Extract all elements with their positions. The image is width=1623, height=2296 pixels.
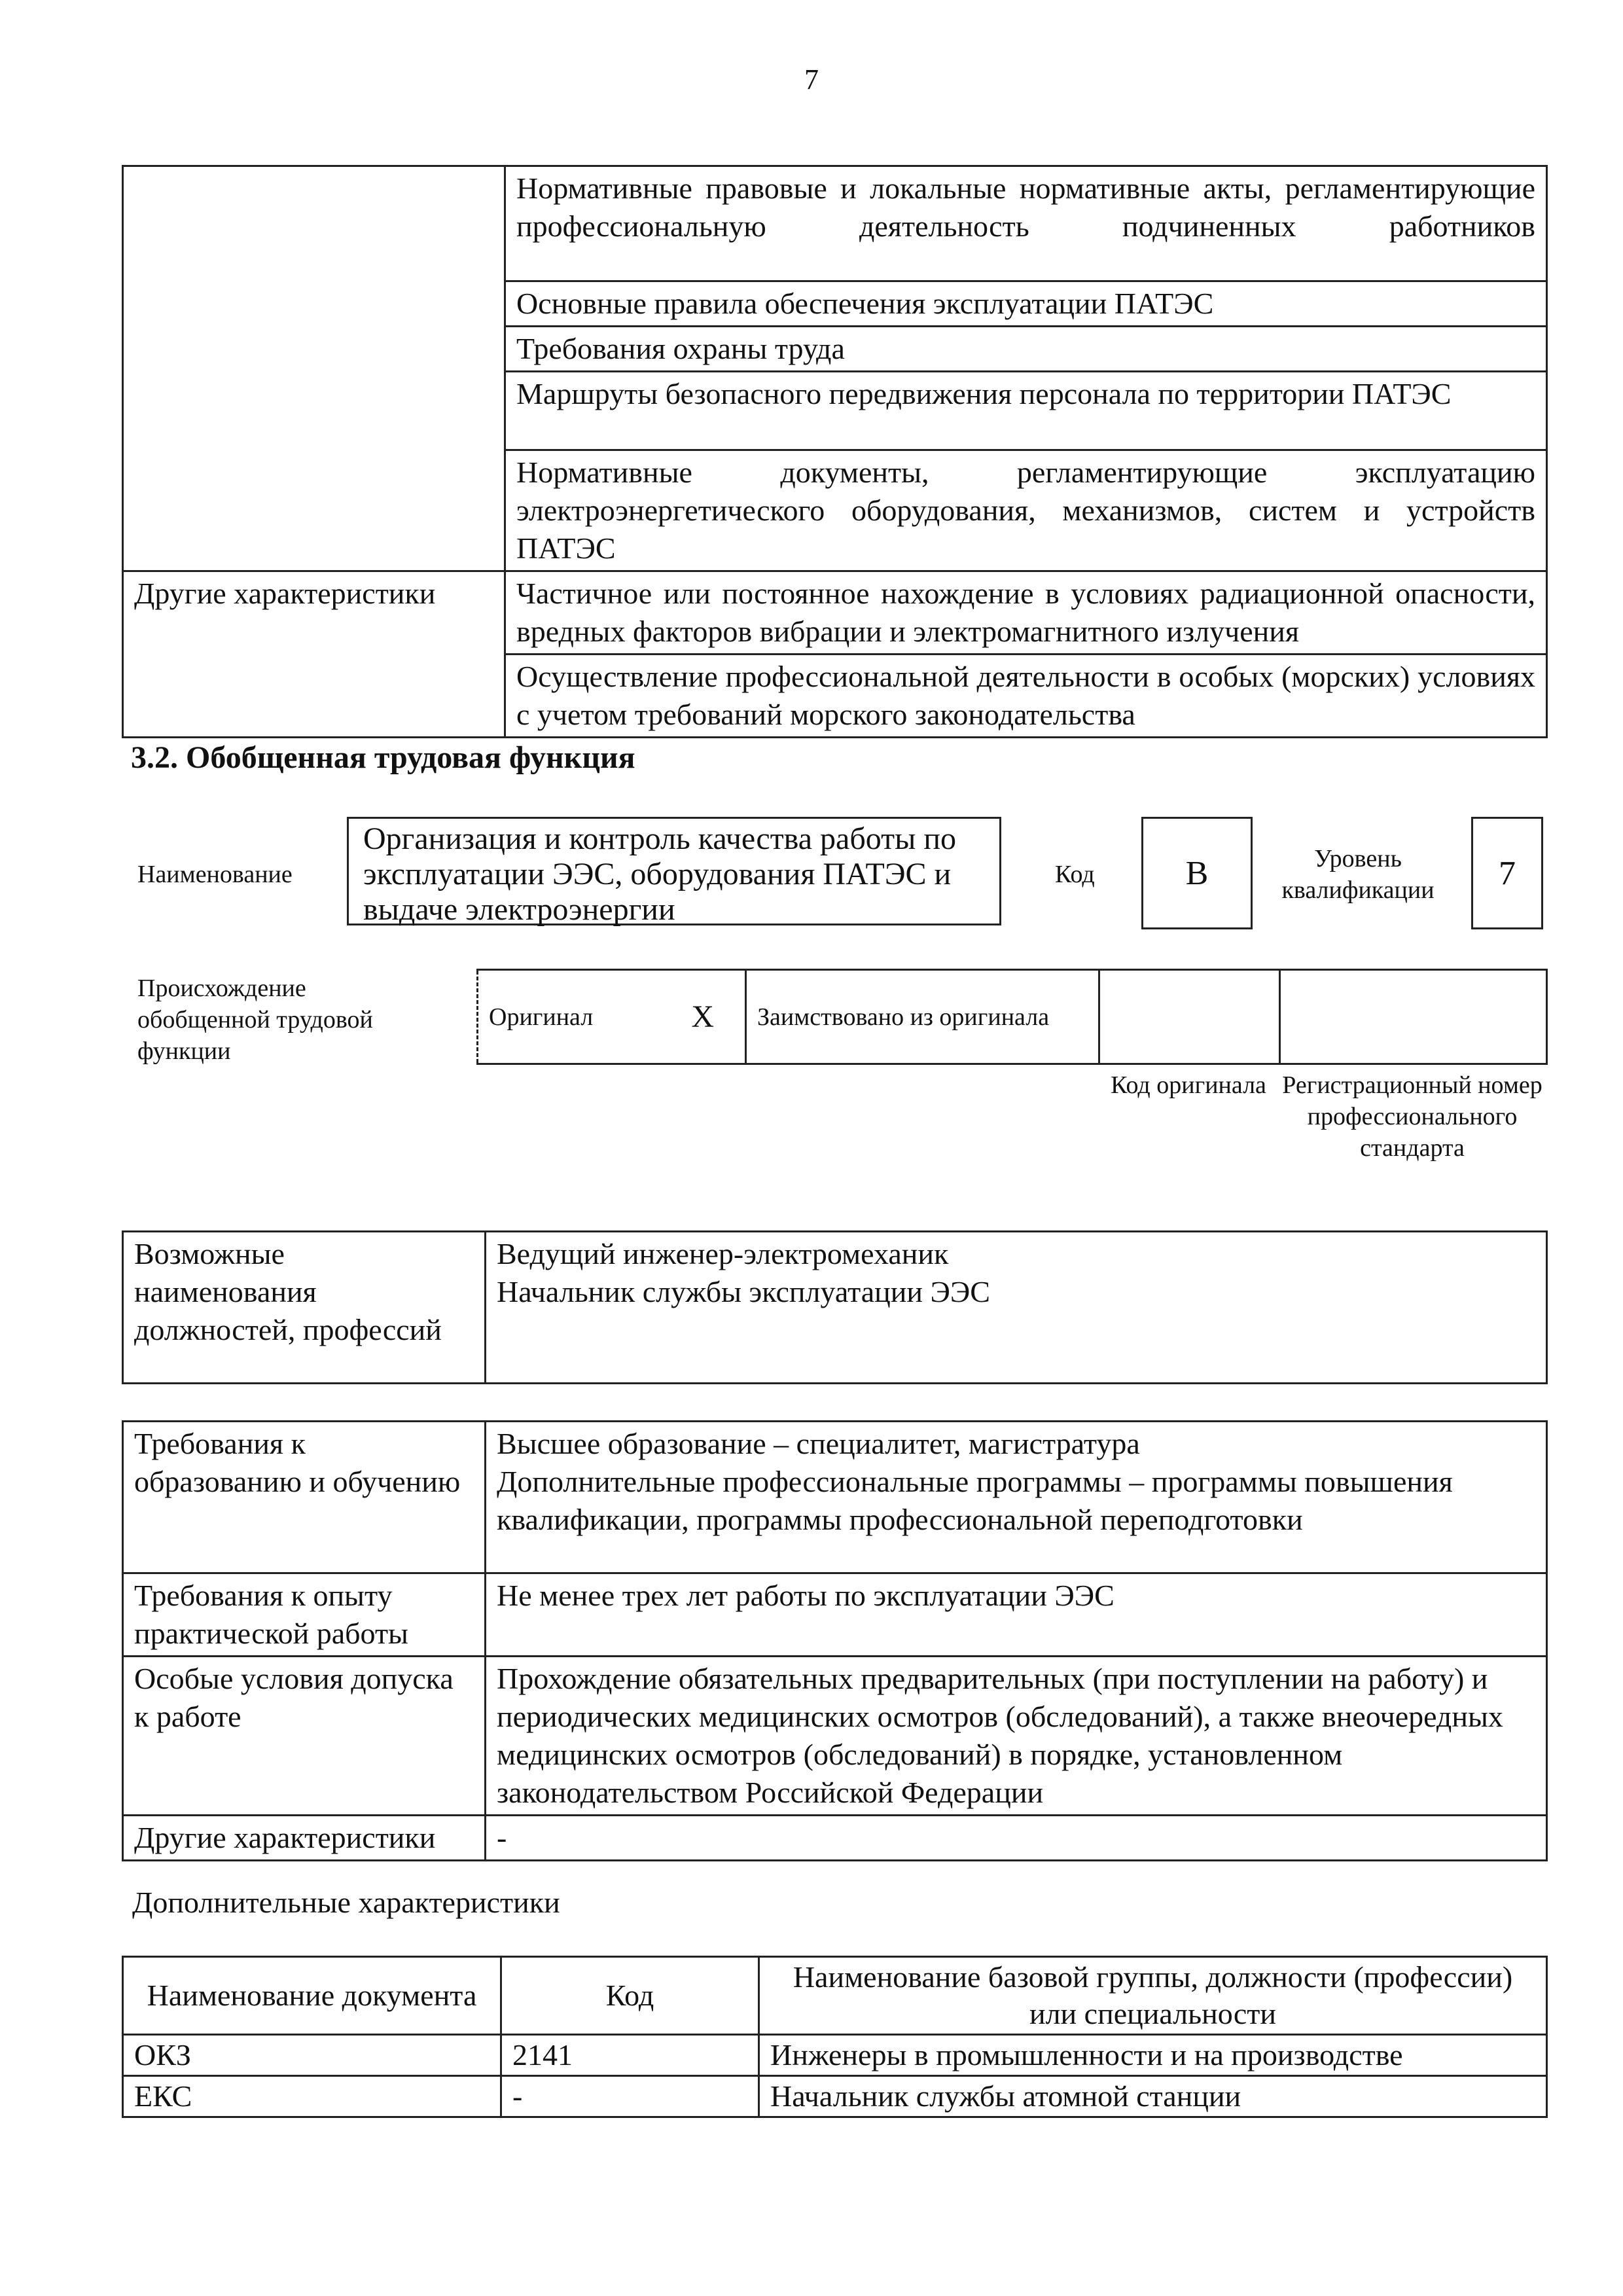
name-label: Наименование [137, 861, 293, 888]
requirement-value: Прохождение обязательных предварительных (при поступлении на работу) и периодических медицинских осмотров (обследований), а также внеочередных медицинских осмотров (обследований) в порядке, установленном законодательством Российской Федерации [486, 1657, 1547, 1816]
code-label: Код [1055, 861, 1095, 888]
knowledge-item: Маршруты безопасного передвижения персонала по территории ПАТЭС [505, 372, 1547, 450]
borrowed-label: Заимствовано из оригинала [746, 970, 1099, 1064]
requirement-label: Другие характеристики [123, 1816, 486, 1861]
requirement-label: Требования к образованию и обучению [123, 1422, 486, 1573]
table-cell: ОКЗ [123, 2035, 501, 2076]
top-characteristics-table [122, 165, 1548, 738]
origin-label: Происхождение обобщенной трудовой функции [137, 975, 373, 1065]
page-number: 7 [804, 63, 819, 96]
reg-number-caption: Регистрационный номер профессионального стандарта [1282, 1071, 1543, 1162]
additional-title: Дополнительные характеристики [132, 1886, 560, 1919]
row-label: Другие характеристики [123, 571, 505, 738]
table-cell: - [501, 2076, 759, 2117]
table-row [123, 1816, 1547, 1861]
requirement-value: Высшее образование – специалитет, магистратура Дополнительные профессиональные программы – программы повышения квалификации, программы профессиональной переподготовки [486, 1422, 1547, 1573]
requirement-value: Не менее трех лет работы по эксплуатации ЭЭС [486, 1573, 1547, 1657]
requirements-table [122, 1420, 1548, 1861]
knowledge-item: Нормативные документы, регламентирующие эксплуатацию электроэнергетического оборудования, механизмов, систем и устройств ПАТЭС [505, 450, 1547, 571]
position-name: Начальник службы эксплуатации ЭЭС [497, 1275, 990, 1308]
level-label: Уровень квалификации [1281, 845, 1435, 904]
table-cell: Инженеры в промышленности и на производстве [759, 2035, 1547, 2076]
positions-label: Возможные наименования должностей, профессий [123, 1232, 486, 1384]
code-original-cell [1099, 970, 1280, 1064]
knowledge-item: Нормативные правовые и локальные нормативные акты, регламентирующие профессиональную деятельность подчиненных работников [505, 166, 1547, 281]
original-label: Оригинал [478, 970, 661, 1064]
table-row [123, 2035, 1547, 2076]
requirement-label: Требования к опыту практической работы [123, 1573, 486, 1657]
knowledge-item: Основные правила обеспечения эксплуатации ПАТЭС [505, 281, 1547, 327]
section-title: 3.2. Обобщенная трудовая функция [131, 740, 635, 775]
code-original-caption: Код оригинала [1111, 1071, 1266, 1099]
table-cell: ЕКС [123, 2076, 501, 2117]
requirement-value: - [486, 1816, 1547, 1861]
positions-values [486, 1232, 1547, 1384]
table-row [478, 970, 1547, 1064]
positions-table [122, 1230, 1548, 1384]
column-header: Код [501, 1957, 759, 2035]
table-row [123, 1657, 1547, 1816]
code-value: B [1141, 817, 1253, 929]
table-row [123, 2076, 1547, 2117]
table-cell: 2141 [501, 2035, 759, 2076]
other-characteristic-item: Осуществление профессиональной деятельности в особых (морских) условиях с учетом требований морского законодательства [505, 655, 1547, 738]
knowledge-item: Требования охраны труда [505, 327, 1547, 372]
reg-number-cell [1280, 970, 1547, 1064]
table-row [123, 1573, 1547, 1657]
table-row [123, 1232, 1547, 1384]
table-row [123, 166, 1547, 281]
table-header-row [123, 1957, 1547, 2035]
requirement-label: Особые условия допуска к работе [123, 1657, 486, 1816]
origin-table [476, 969, 1548, 1065]
additional-table [122, 1956, 1548, 2118]
position-name: Ведущий инженер-электромеханик [497, 1237, 949, 1270]
function-name-value: Организация и контроль качества работы по эксплуатации ЭЭС, оборудования ПАТЭС и выдаче электроэнергии [347, 817, 1001, 925]
table-row [123, 1422, 1547, 1573]
other-characteristic-item: Частичное или постоянное нахождение в условиях радиационной опасности, вредных факторов вибрации и электромагнитного излучения [505, 571, 1547, 655]
table-cell: Начальник службы атомной станции [759, 2076, 1547, 2117]
column-header: Наименование базовой группы, должности (профессии) или специальности [759, 1957, 1547, 2035]
original-mark: X [661, 970, 746, 1064]
empty-label-cell [123, 166, 505, 571]
table-row [123, 571, 1547, 655]
column-header: Наименование документа [123, 1957, 501, 2035]
level-value: 7 [1471, 817, 1543, 929]
